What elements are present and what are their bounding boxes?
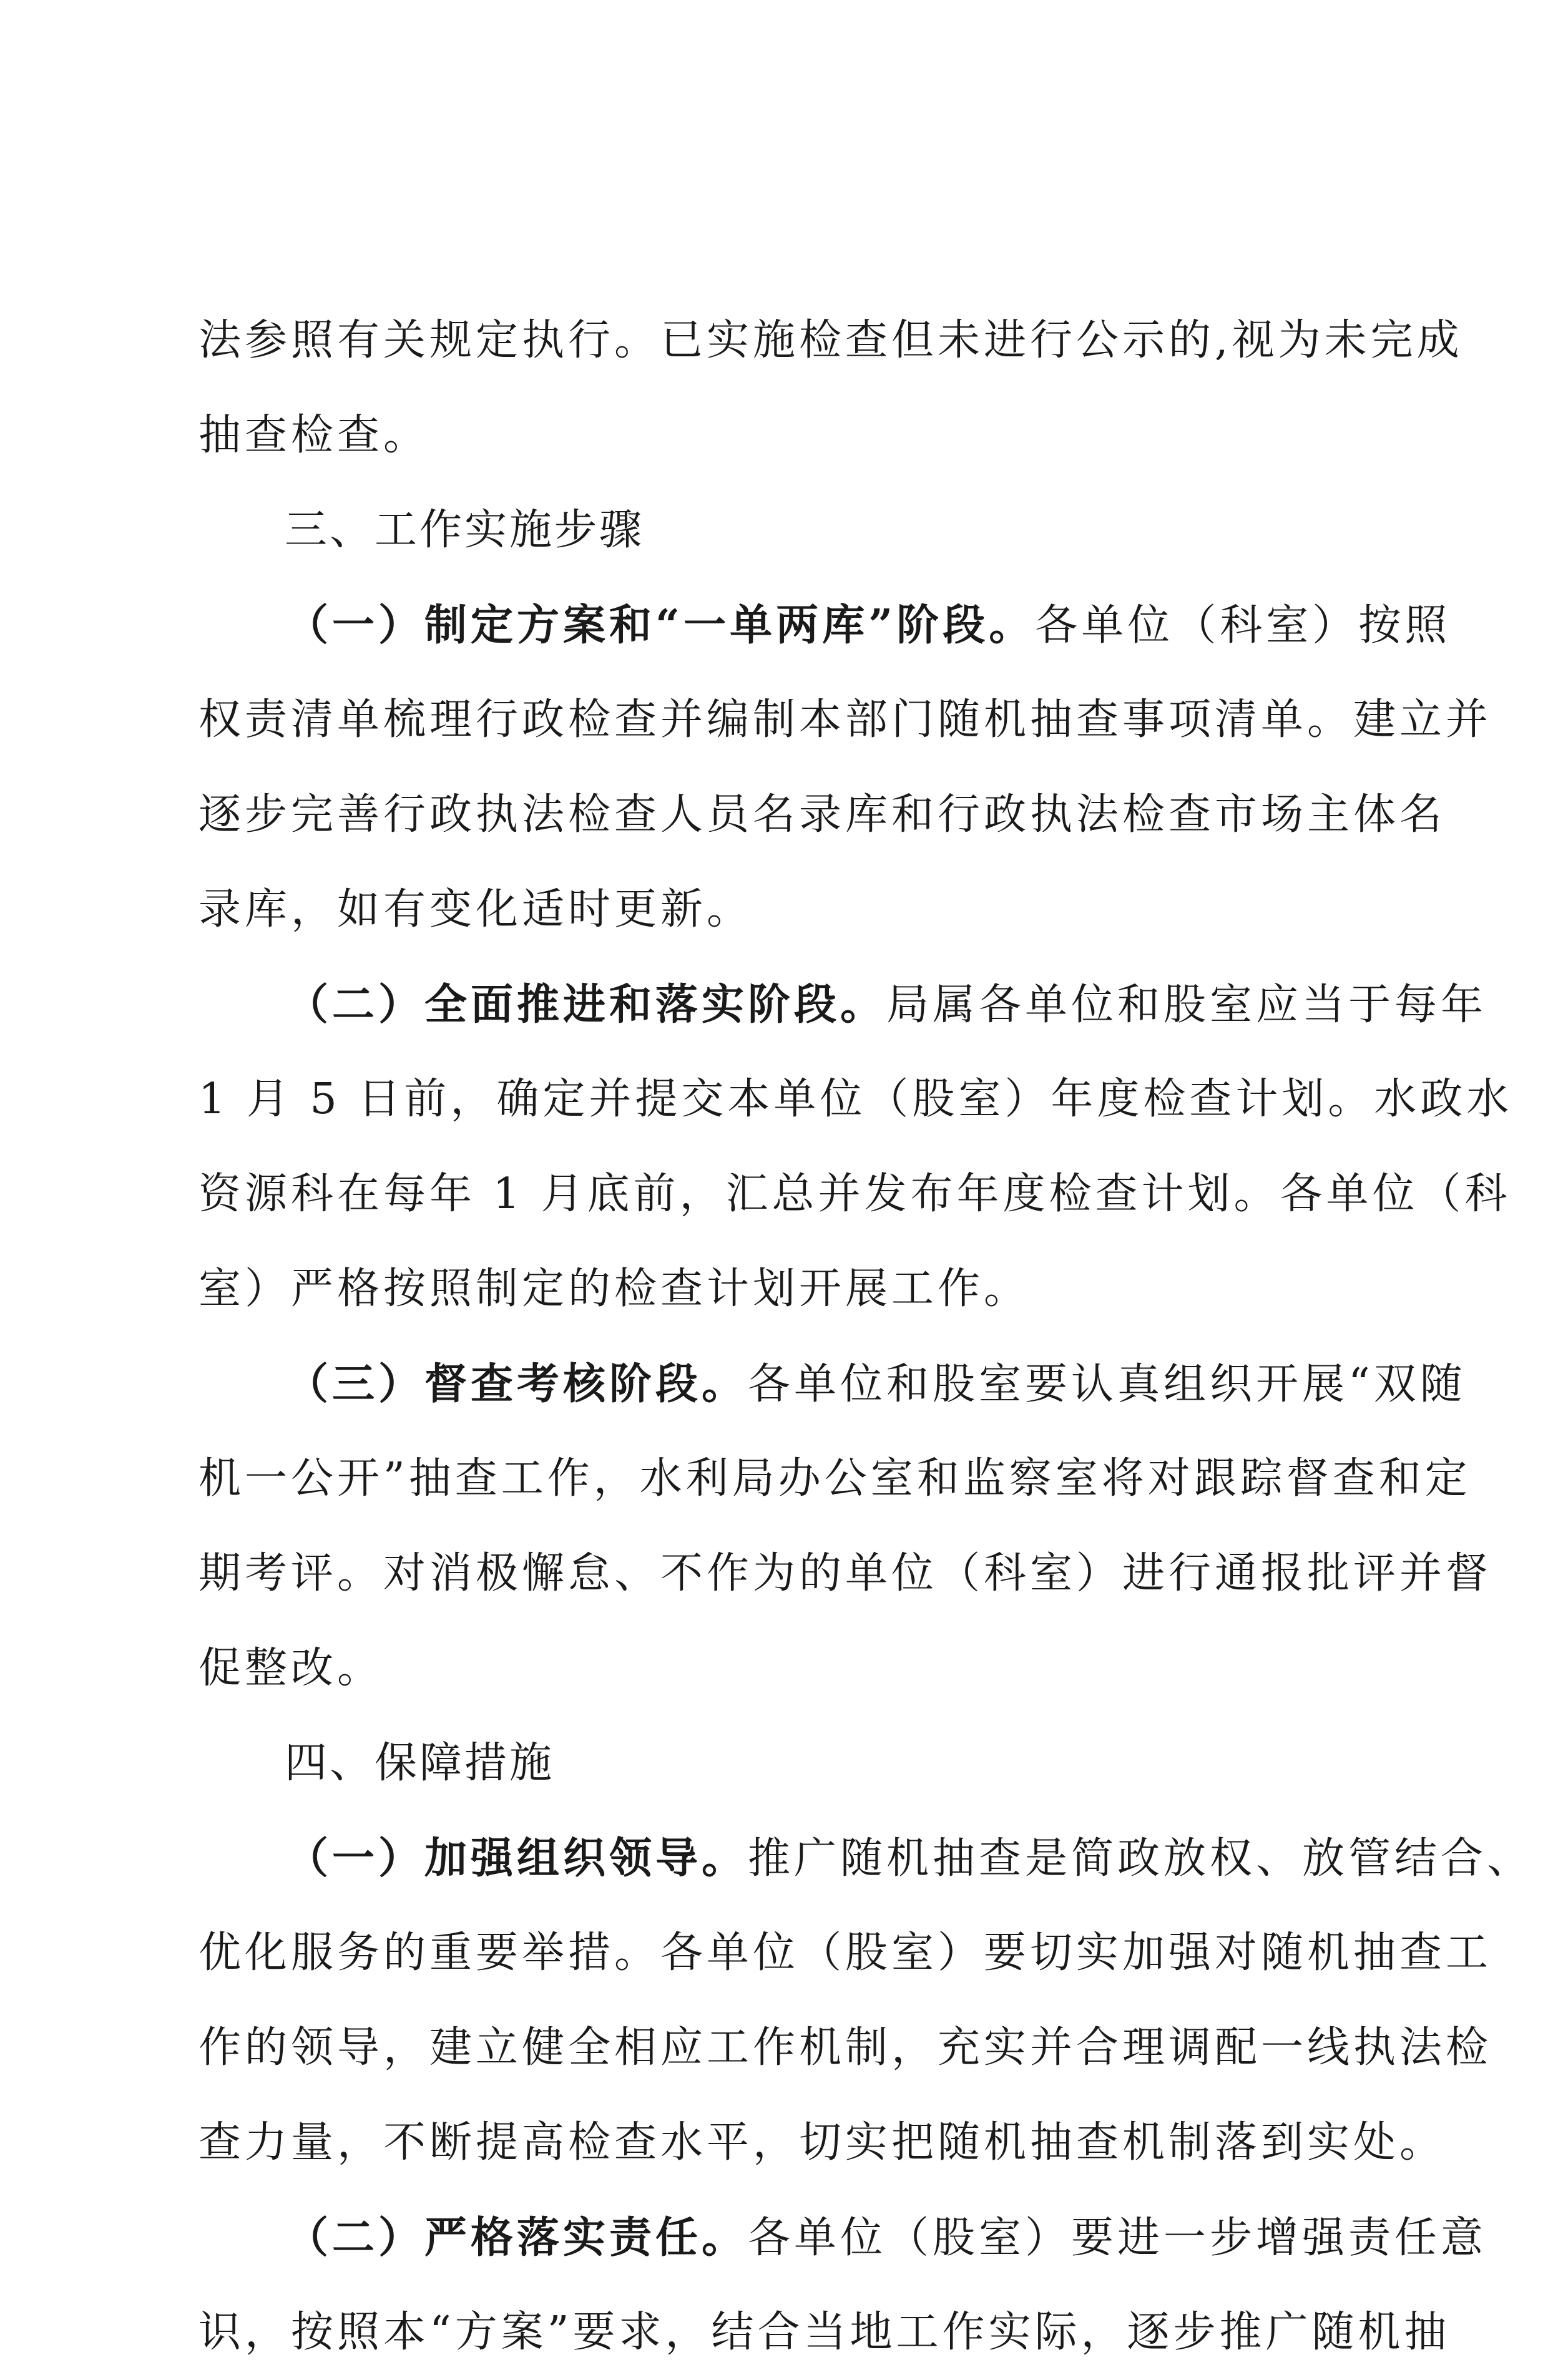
section-heading: 四、保障措施: [285, 1739, 555, 1788]
paragraph-text: 各单位（科室）按照: [1035, 601, 1451, 650]
paragraph-text: 局属各单位和股室应当于每年: [886, 980, 1487, 1030]
subsection-lead: （二）严格落实责任。: [286, 2213, 748, 2263]
body-line: 录库，如有变化适时更新。: [198, 885, 753, 934]
body-line: 法参照有关规定执行。已实施检查但未进行公示的,视为未完成: [198, 316, 1463, 365]
body-line: 逐步完善行政执法检查人员名录库和行政执法检查市场主体名: [198, 790, 1446, 839]
body-line: 查力量，不断提高检查水平，切实把随机抽查机制落到实处。: [198, 2118, 1446, 2167]
subsection-lead: （一）制定方案和“一单两库”阶段。: [286, 600, 1036, 650]
paragraph-text: 各单位和股室要认真组织开展“双随: [748, 1360, 1466, 1409]
body-line: 抽查检查。: [198, 411, 430, 460]
body-line: 作的领导，建立健全相应工作机制，充实并合理调配一线执法检: [198, 2023, 1492, 2072]
body-line: 室）严格按照制定的检查计划开展工作。: [198, 1264, 1031, 1314]
paragraph-start-line: [198, 578, 1451, 673]
document-body: [198, 293, 1534, 2380]
body-line: 识，按照本“方案”要求，结合当地工作实际，逐步推广随机抽: [198, 2308, 1451, 2357]
body-line: 优化服务的重要举措。各单位（股室）要切实加强对随机抽查工: [198, 1928, 1492, 1978]
body-line: 促整改。: [198, 1644, 384, 1693]
paragraph-start-line: [198, 2190, 1487, 2285]
paragraph-start-line: [198, 1337, 1466, 1431]
paragraph-start-line: [198, 1811, 1534, 1906]
paragraph-start-line: [198, 957, 1487, 1052]
body-line: 期考评。对消极懈怠、不作为的单位（科室）进行通报批评并督: [198, 1549, 1492, 1598]
section-heading: 三、工作实施步骤: [285, 505, 645, 555]
paragraph-text: 各单位（股室）要进一步增强责任意: [748, 2213, 1487, 2263]
body-line: 1 月 5 日前，确定并提交本单位（股室）年度检查计划。水政水: [198, 1075, 1513, 1124]
body-line: 资源科在每年 1 月底前，汇总并发布年度检查计划。各单位（科: [198, 1169, 1511, 1219]
paragraph-text: 推广随机抽查是简政放权、放管结合、: [748, 1834, 1534, 1883]
subsection-lead: （二）全面推进和落实阶段。: [286, 980, 887, 1030]
subsection-lead: （三）督查考核阶段。: [286, 1359, 748, 1409]
subsection-lead: （一）加强组织领导。: [286, 1833, 748, 1883]
body-line: 权责清单梳理行政检查并编制本部门随机抽查事项清单。建立并: [198, 695, 1492, 744]
body-line: 机一公开”抽查工作，水利局办公室和监察室将对跟踪督查和定: [198, 1454, 1471, 1503]
